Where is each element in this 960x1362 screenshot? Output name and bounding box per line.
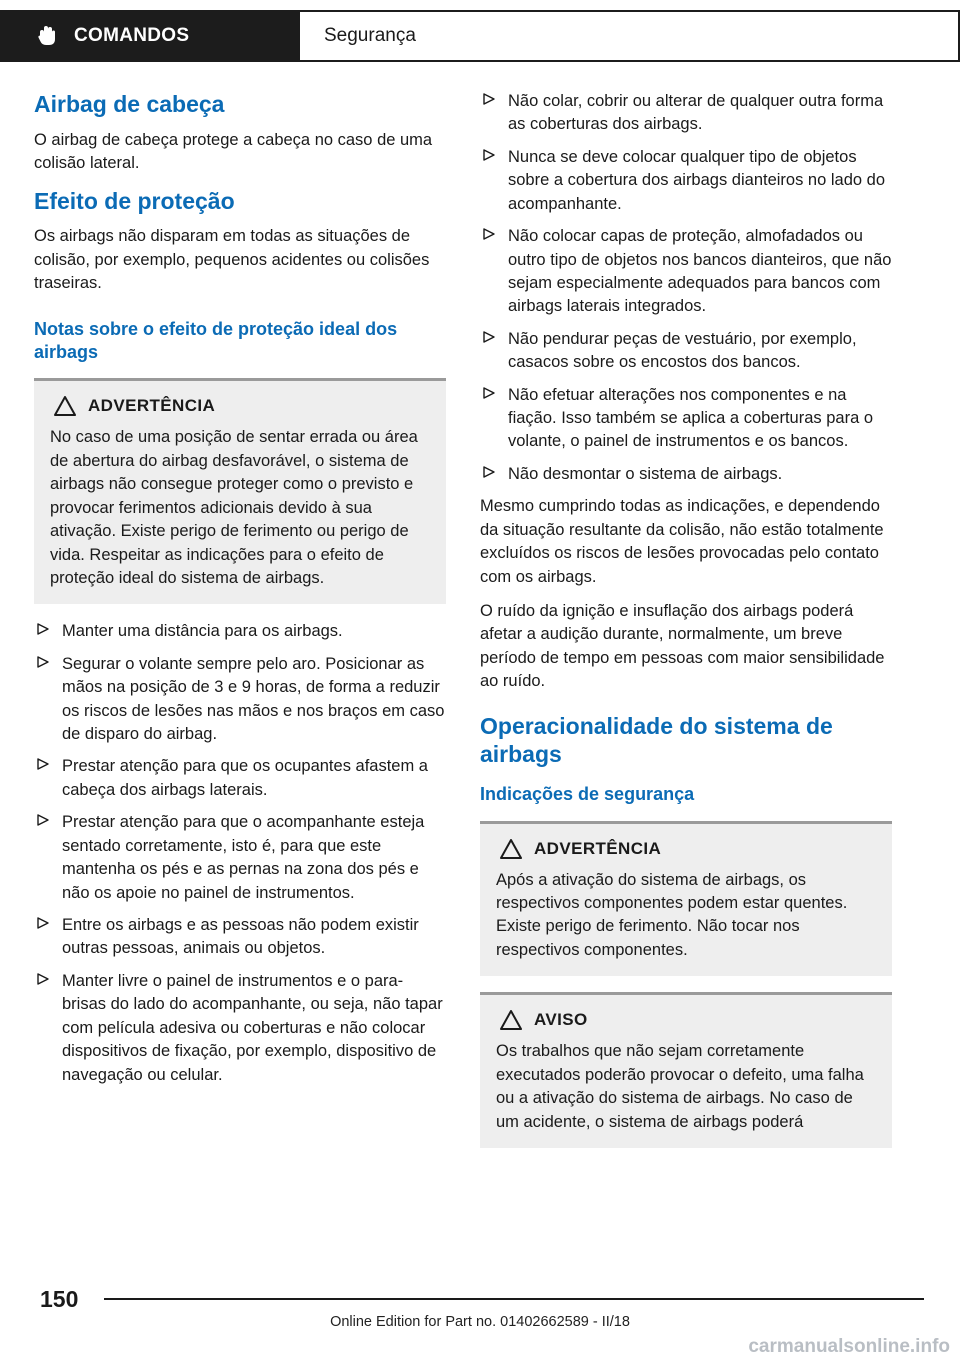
list-item-text: Não colar, cobrir ou alterar de qualquer outra forma as coberturas dos airbags.	[508, 92, 884, 134]
list-item-text: Manter livre o painel de instrumentos e o para-brisas do lado do acompanhante, ou seja, não tapar com película adesiva ou coberturas e não colocar dispositivos de fixação, por exemplo, dispositivo de navegação ou celular.	[62, 971, 443, 1084]
heading-airbag-de-cabeca: Airbag de cabeça	[34, 91, 225, 117]
list-item	[480, 463, 892, 486]
list-item	[480, 384, 892, 454]
bullet-arrow-icon	[482, 386, 496, 400]
warning-box-title-row	[54, 395, 430, 417]
list-item-text: Entre os airbags e as pessoas não podem existir outras pessoas, animais ou objetos.	[62, 915, 419, 958]
tab-comandos[interactable]	[0, 10, 300, 62]
warning-box-componentes-quentes	[480, 821, 892, 977]
tab-seguranca-label: Segurança	[324, 25, 416, 46]
warning-box-title-row	[500, 838, 876, 860]
footer-edition-note: Online Edition for Part no. 01402662589 - II/18	[330, 1314, 630, 1330]
list-item-text: Não colocar capas de proteção, almofadados ou outro tipo de objetos nos bancos dianteiros, que não sejam especialmente adequados para bancos com airbags laterais integrados.	[508, 227, 892, 316]
list-item	[34, 970, 446, 1087]
para-airbag-de-cabeca: O airbag de cabeça protege a cabeça no caso de uma colisão lateral.	[34, 130, 433, 173]
bullet-arrow-icon	[36, 622, 50, 636]
list-item	[34, 620, 446, 643]
list-item	[34, 653, 446, 747]
bullet-arrow-icon	[482, 148, 496, 162]
bullet-arrow-icon	[36, 757, 50, 771]
left-column	[34, 90, 446, 1096]
warning-triangle-icon	[500, 1009, 522, 1031]
footer-divider	[104, 1298, 924, 1300]
bullet-arrow-icon	[36, 972, 50, 986]
para-ruido-ignicao: O ruído da ignição e insuflação dos airbags poderá afetar a audição durante, normalmente, um breve período de tempo em pessoas com maior sensibilidade ao ruído.	[480, 602, 885, 691]
list-item-text: Manter uma distância para os airbags.	[62, 622, 343, 641]
warning-box-text: Após a ativação do sistema de airbags, os respectivos componentes podem estar quentes. Existe perigo de ferimento. Não tocar nos respectivos componentes.	[496, 870, 848, 959]
right-bullet-list	[480, 90, 892, 486]
page-footer	[0, 1276, 960, 1362]
heading-notas-efeito-protecao: Notas sobre o efeito de proteção ideal dos airbags	[34, 318, 398, 362]
bullet-arrow-icon	[482, 465, 496, 479]
right-column	[480, 90, 892, 1164]
notice-box-text: Os trabalhos que não sejam corretamente executados poderão provocar o defeito, uma falha ou a ativação do sistema de airbags. No caso de um acidente, o sistema de airbags poderá	[496, 1042, 864, 1131]
list-item-text: Não efetuar alterações nos componentes e na fiação. Isso também se aplica a coberturas para o volante, o painel de instrumentos e os bancos.	[508, 385, 874, 451]
list-item	[34, 755, 446, 802]
heading-efeito-de-protecao: Efeito de proteção	[34, 187, 235, 214]
list-item-text: Nunca se deve colocar qualquer tipo de objetos sobre a cobertura dos airbags dianteiros no lado do acompanhante.	[508, 147, 885, 213]
warning-triangle-icon	[54, 395, 76, 417]
list-item	[480, 328, 892, 375]
heading-indicacoes-seguranca: Indicações de segurança	[480, 784, 695, 805]
left-bullet-list	[34, 620, 446, 1087]
tab-seguranca[interactable]	[300, 10, 960, 62]
warning-triangle-icon	[500, 838, 522, 860]
list-item-text: Não pendurar peças de vestuário, por exemplo, casacos sobre os encostos dos bancos.	[508, 329, 857, 372]
heading-operacionalidade: Operacionalidade do sistema de airbags	[480, 712, 833, 768]
para-mesmo-cumprindo: Mesmo cumprindo todas as indicações, e dependendo da situação resultante da colisão, não estão totalmente excluídos os riscos de lesões provocadas pelo contato com os airbags.	[480, 497, 884, 586]
list-item	[480, 146, 892, 216]
para-efeito-de-protecao: Os airbags não disparam em todas as situações de colisão, por exemplo, pequenos acidentes ou colisões traseiras.	[34, 227, 430, 293]
page-header	[0, 10, 960, 62]
warning-box-title: ADVERTÊNCIA	[88, 396, 216, 416]
watermark: carmanualsonline.info	[748, 1336, 950, 1357]
notice-box-aviso	[480, 992, 892, 1148]
list-item-text: Segurar o volante sempre pelo aro. Posicionar as mãos na posição de 3 e 9 horas, de forma a reduzir os riscos de lesões nas mãos e nos braços em caso de disparo do airbag.	[62, 654, 445, 744]
list-item	[480, 225, 892, 319]
tab-comandos-label: COMANDOS	[74, 25, 190, 46]
list-item	[34, 811, 446, 905]
list-item-text: Prestar atenção para que os ocupantes afastem a cabeça dos airbags laterais.	[62, 757, 428, 799]
list-item-text: Prestar atenção para que o acompanhante esteja sentado corretamente, isto é, para que este mantenha os pés e as pernas na zona dos pés e não os apoie no painel de instrumentos.	[62, 813, 425, 902]
bullet-arrow-icon	[482, 92, 496, 106]
bullet-arrow-icon	[36, 916, 50, 930]
list-item-text: Não desmontar o sistema de airbags.	[508, 464, 783, 483]
bullet-arrow-icon	[36, 655, 50, 669]
bullet-arrow-icon	[482, 330, 496, 344]
warning-box-text: No caso de uma posição de sentar errada ou área de abertura do airbag desfavorável, o sistema de airbags não consegue proteger como o previsto e provocar ferimentos adicionais devido à sua ativação. Existe perigo de ferimento ou perigo de vida. Respeitar as indicações para o efeito de proteção ideal do sistema de airbags.	[50, 428, 418, 587]
bullet-arrow-icon	[482, 227, 496, 241]
list-item	[34, 914, 446, 961]
bullet-arrow-icon	[36, 813, 50, 827]
warning-box-posicao-sentar	[34, 378, 446, 604]
notice-box-title-row	[500, 1009, 876, 1031]
notice-box-title: AVISO	[534, 1010, 588, 1030]
hand-pointing-icon	[34, 23, 60, 49]
page-number: 150	[40, 1286, 79, 1312]
warning-box-title: ADVERTÊNCIA	[534, 838, 662, 858]
list-item	[480, 90, 892, 137]
